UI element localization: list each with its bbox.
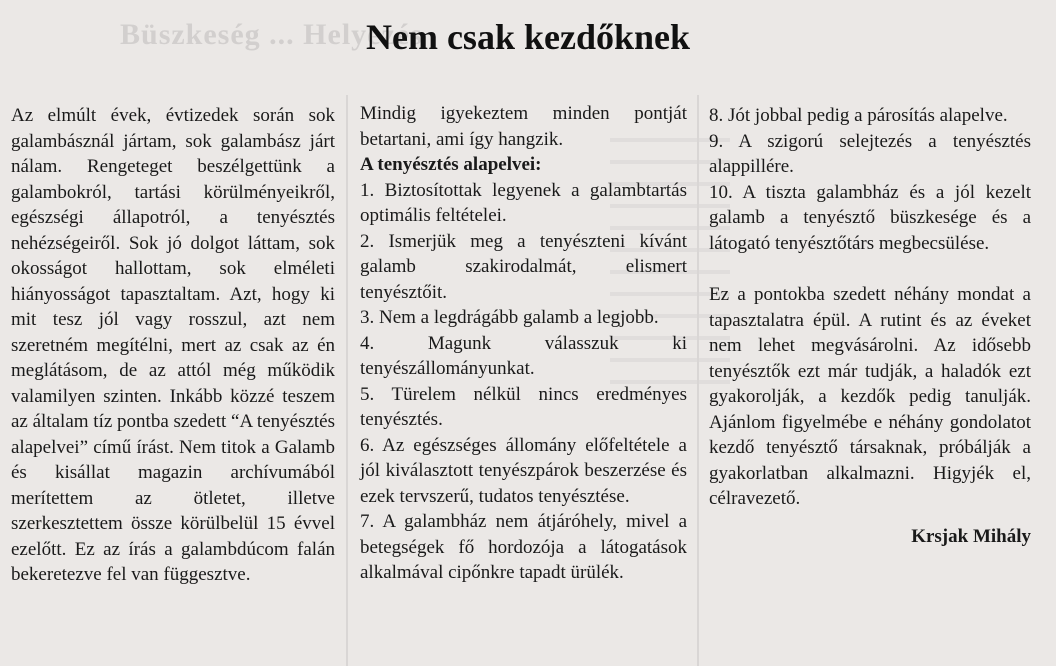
principles-subheading: A tenyésztés alapelvei: [360, 154, 542, 175]
column-divider [346, 95, 348, 666]
principle-item: 9. A szigorú selejtezés a tenyésztés alappillére. [709, 130, 1031, 177]
principle-item: 7. A galambház nem átjáróhely, mivel a betegségek fő hordozója a látogatások alkalmával cipőnkre tapadt ürülék. [360, 511, 687, 583]
column-divider [697, 95, 699, 666]
article-title: Nem csak kezdőknek [365, 17, 691, 57]
principle-item: 8. Jót jobbal pedig a párosítás alapelve. [709, 105, 1008, 126]
author-byline: Krsjak Mihály [911, 525, 1031, 547]
bleed-through-heading: Büszkeség ... Helyezés [120, 18, 423, 51]
column-2-intro: Mindig igyekeztem minden pontját betartani, ami így hangzik. [360, 103, 687, 150]
column-1-paragraph: Az elmúlt évek, évtizedek során sok galambásznál jártam, sok galambász járt nálam. Rengeteget beszélgettünk a galambokról, tartási körülményeikről, egészségi állapotról, a tenyésztés nehézségeiről. Sok jó dolgot láttam, sok okosságot hallottam, sok elméleti hiányosságot tapasztaltam. Azt, hogy ki mit tesz jól vagy rosszul, azt nem szeretném megítélni, mert az csak az én meglátásom, de az attól még működik valamilyen szinten. Inkább közzé teszem az általam tíz pontba szedett “A tenyésztés alapelvei” című írást. Nem titok a Galamb és kisállat magazin archívumából merítettem az ötletet, illetve szerkesztettem össze körülbelül 15 évvel ezelőtt. Ez az írás a galambdúcom falán bekeretezve fel van függesztve. [11, 105, 335, 585]
principle-item: 10. A tiszta galambház és a jól kezelt galamb a tenyésztő büszkesége és a látogató tenyésztőtárs megbecsülése. [709, 181, 1031, 254]
article-column-3 [709, 103, 1031, 549]
principle-item: 1. Biztosítottak legyenek a galambtartás optimális feltételei. [360, 179, 687, 226]
principle-item: 4. Magunk válasszuk ki tenyészállományunkat. [360, 332, 687, 379]
principle-item: 2. Ismerjük meg a tenyészteni kívánt galamb szakirodalmát, elismert tenyésztőit. [360, 230, 687, 303]
principle-item: 5. Türelem nélkül nincs eredményes tenyésztés. [360, 383, 687, 430]
closing-paragraph: Ez a pontokba szedett néhány mondat a tapasztalatra épül. A rutint és az éveket nem lehet megvásárolni. Az idősebb tenyésztők ezt már tudják, a haladók ezt gyakorolják, a kezdők pedig tanulják. Ajánlom figyelmébe e néhány gondolatot kezdő tenyésztő társaknak, próbálják a gyakorlatban alkalmazni. Higyjék el, célravezető. [709, 284, 1031, 509]
article-column-2 [360, 101, 687, 586]
paragraph-gap [709, 256, 1031, 282]
article-column-1 [11, 103, 335, 588]
principle-item: 6. Az egészséges állomány előfeltétele a jól kiválasztott tenyészpárok beszerzése és ezek tervszerű, tudatos tenyésztése. [360, 434, 687, 507]
principle-item: 3. Nem a legdrágább galamb a legjobb. [360, 307, 659, 328]
